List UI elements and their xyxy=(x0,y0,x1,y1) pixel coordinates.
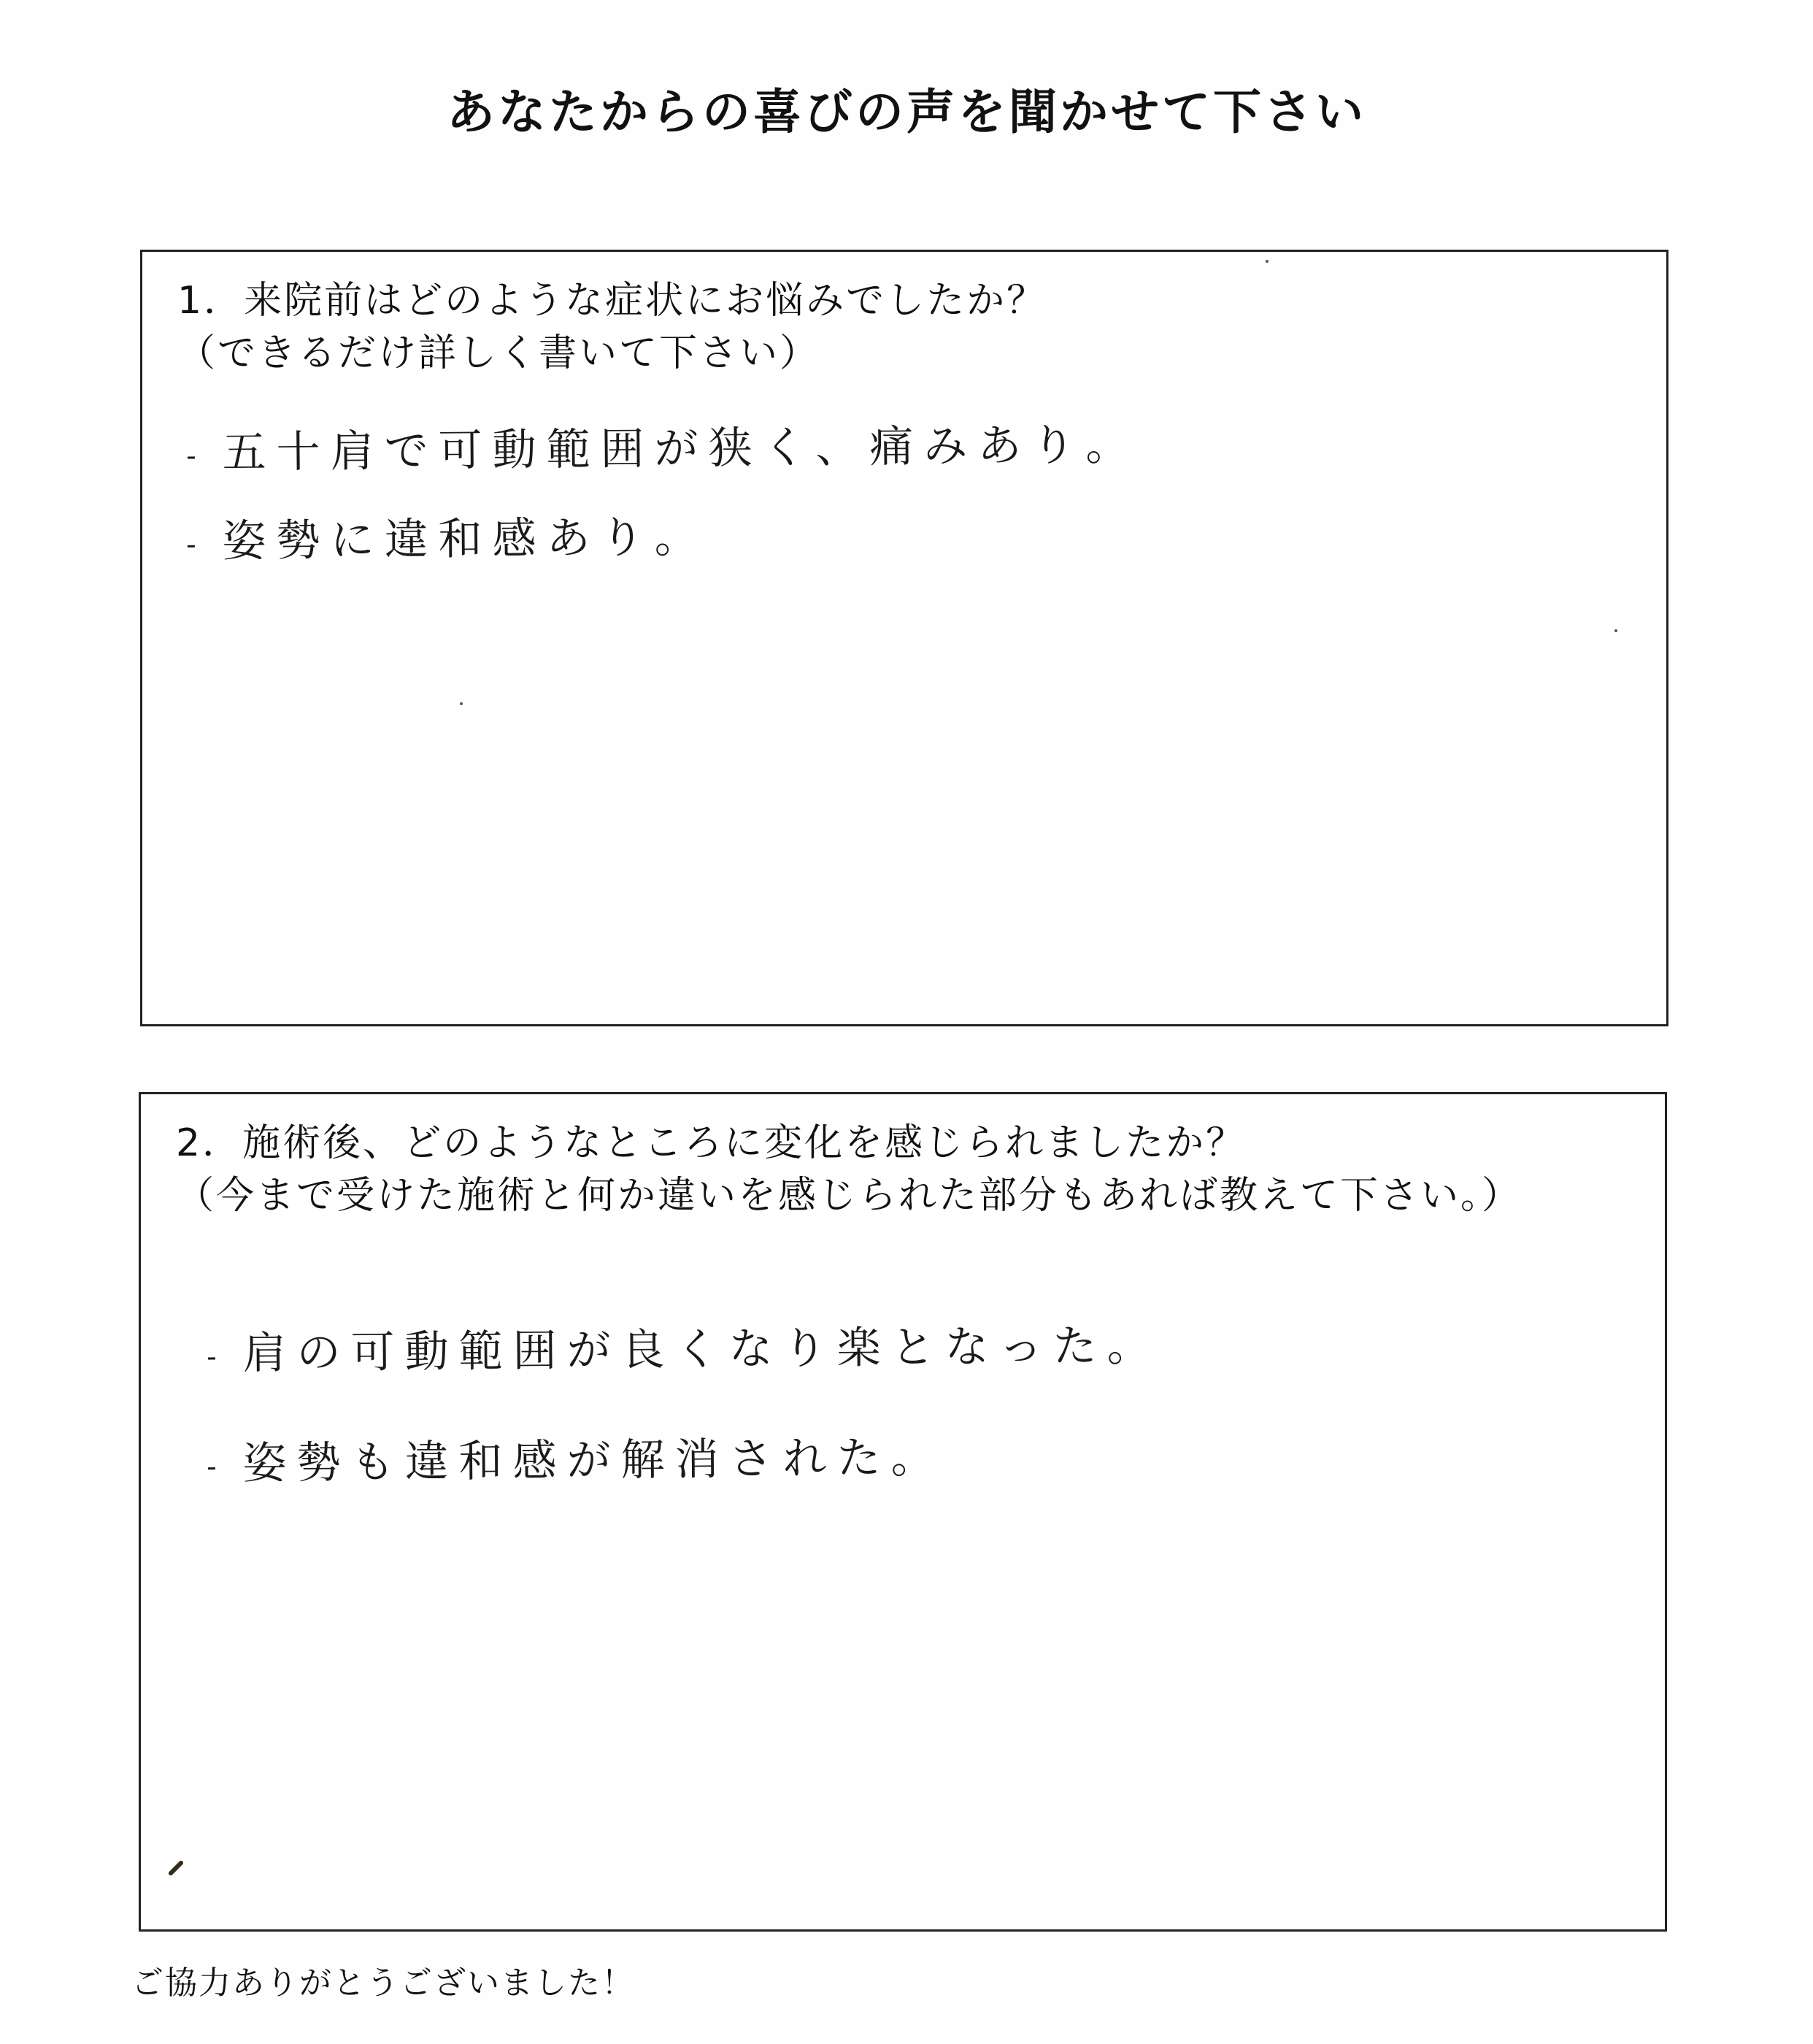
question2-answer-1 xyxy=(207,1310,1161,1381)
question1-box xyxy=(140,250,1668,1026)
question2-heading: 2．施術後、どのようなところに変化を感じられましたか？ xyxy=(176,1121,1247,1165)
question1-answer-2 xyxy=(186,502,709,569)
answer-text: 姿勢も違和感が解消された。 xyxy=(242,1432,945,1489)
scan-speck xyxy=(460,702,463,705)
answer-dash: - xyxy=(185,528,207,562)
answer-dash: - xyxy=(206,1450,227,1484)
question2-subtext: （今まで受けた施術と何か違いを感じられた部分もあれば教えて下さい。） xyxy=(176,1174,1523,1218)
question2-answer-2 xyxy=(207,1423,945,1492)
answer-text: 五十肩で可動範囲が狭く、痛みあり。 xyxy=(222,419,1140,479)
question2-box xyxy=(139,1092,1667,1932)
question1-answer-1 xyxy=(186,410,1140,480)
question1-subtext: （できるだけ詳しく書いて下さい） xyxy=(177,331,820,375)
answer-dash: - xyxy=(206,1340,227,1375)
thanks-message: ご協力ありがとうございました！ xyxy=(131,1964,635,2002)
answer-text: 姿勢に違和感あり。 xyxy=(222,511,709,567)
scan-speck xyxy=(1614,629,1617,632)
answer-text: 肩の可動範囲が良くなり楽となった。 xyxy=(242,1320,1161,1380)
question1-heading: 1．来院前はどのような症状にお悩みでしたか？ xyxy=(177,279,1047,323)
page-title: あなたからの喜びの声を聞かせて下さい xyxy=(447,84,1366,140)
answer-dash: - xyxy=(185,439,207,474)
scan-speck xyxy=(1266,260,1269,263)
